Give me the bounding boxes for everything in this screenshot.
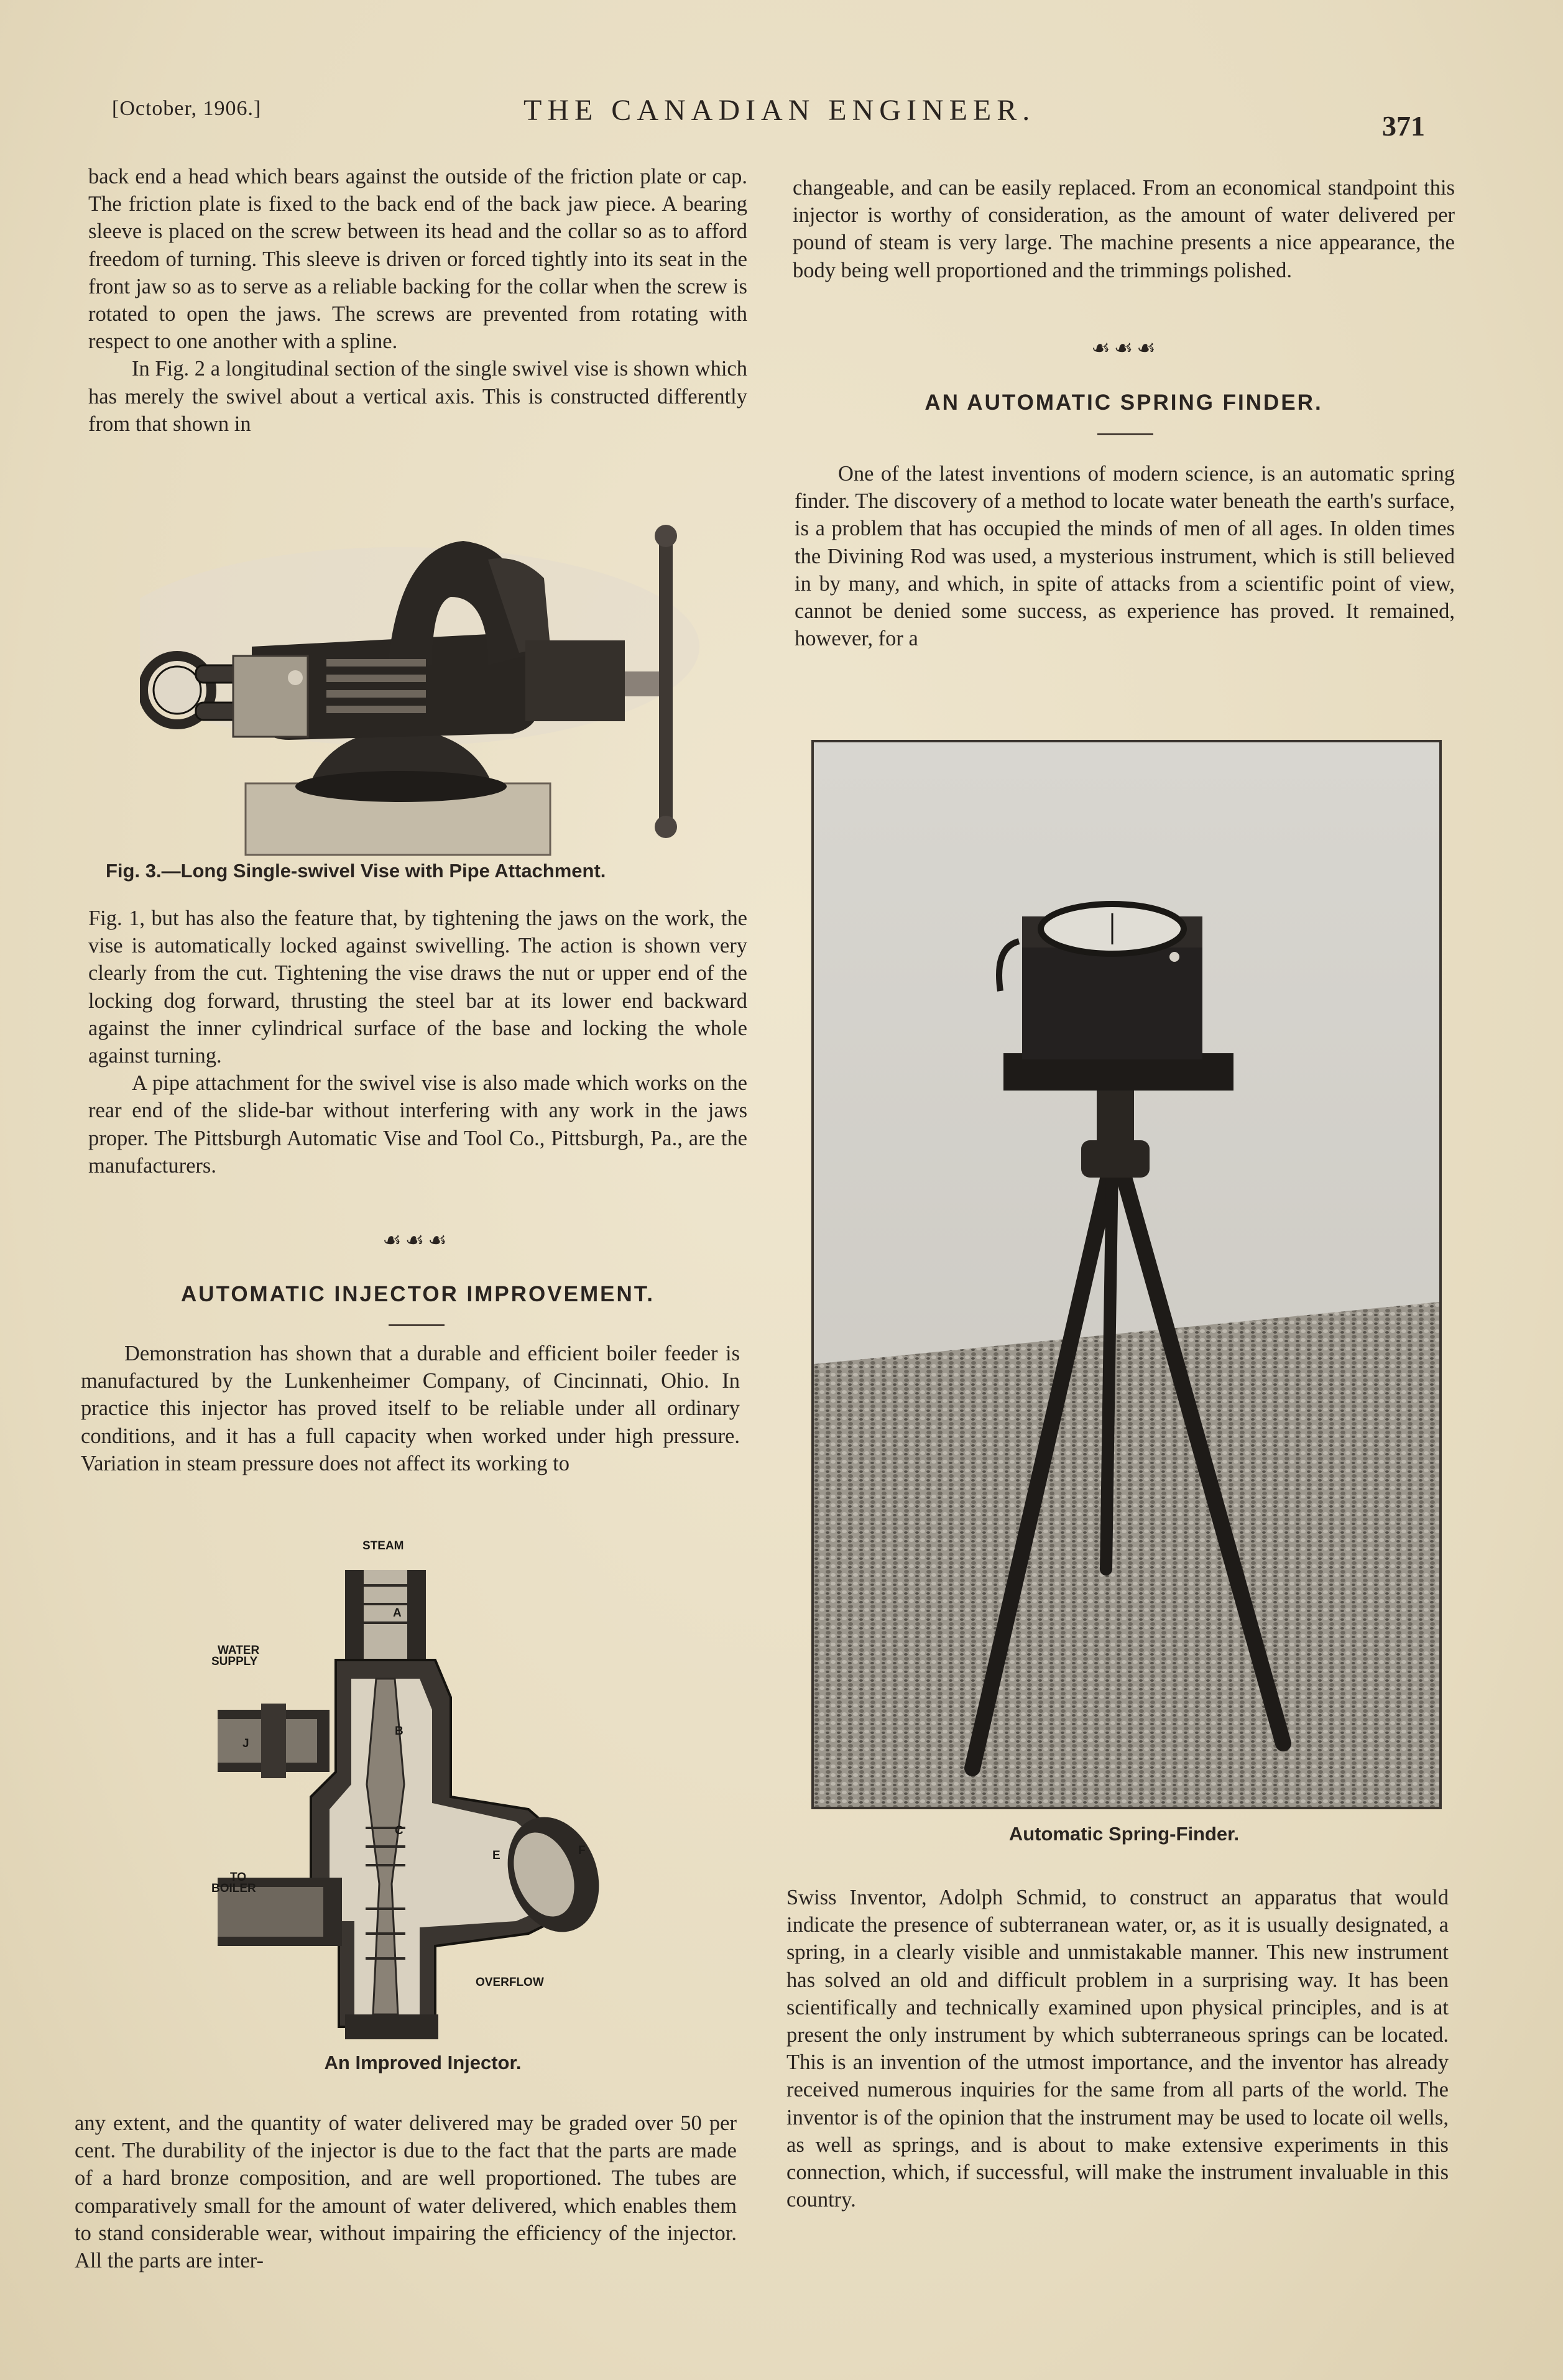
vise-figure-caption: Fig. 3.—Long Single-swivel Vise with Pipe Attachment. [106, 860, 606, 882]
page-number: 371 [1382, 110, 1425, 142]
label-part-c: C [395, 1824, 403, 1837]
label-water-supply-1: WATER [218, 1644, 260, 1657]
vise-illustration [140, 522, 699, 858]
left-column-middle [88, 905, 747, 1179]
injector-paragraph-3: changeable, and can be easily replaced. From an economical standpoint this injector is worthy of consideration, as the amount of water delivered per pound of steam is very large. The machine presents a nice appearance, the body being well proportioned and the trimmings polished. [793, 176, 1455, 282]
label-steam: STEAM [362, 1539, 404, 1552]
spring-finder-photo [811, 740, 1442, 1809]
left-column-bottom [75, 2110, 737, 2274]
label-part-a: A [393, 1607, 402, 1620]
section-ornament-left: ☙☙☙ [382, 1229, 451, 1252]
right-column-bottom [786, 1884, 1449, 2213]
header-date: [October, 1906.] [112, 97, 262, 120]
right-column-middle [795, 460, 1455, 652]
left-column-top [88, 163, 747, 438]
label-part-b: B [395, 1725, 403, 1738]
injector-section-heading: AUTOMATIC INJECTOR IMPROVEMENT. [181, 1282, 655, 1306]
label-part-j: J [242, 1737, 249, 1750]
label-water-supply-2: SUPPLY [211, 1655, 258, 1668]
injector-caption: An Improved Injector. [324, 2052, 522, 2073]
label-to-boiler-2: BOILER [211, 1882, 256, 1895]
right-column-top [793, 174, 1455, 284]
label-overflow: OVERFLOW [476, 1976, 544, 1989]
label-to-boiler-1: TO [230, 1871, 247, 1884]
injector-diagram [205, 1536, 640, 2046]
label-part-e: E [492, 1849, 500, 1862]
spring-paragraph-2: Swiss Inventor, Adolph Schmid, to construct an apparatus that would indicate the presence of subterranean water, or, as it is usually designated, a spring, in a clearly visible and unmistakable manner. This new instrument has solved an old and difficult problem in a surprising way. It has been scientifically and technically examined upon physical principles, and is at present the only instrument by which subterraneous springs can be located. This is an invention of the utmost importance, and the inventor has already received numerous inquiries for the same from all parts of the world. The inventor is of the opinion that the instrument may be used to locate oil wells, as well as springs, and is about to make extensive experiments in this connection, which, if successful, will make the instrument invaluable in this country. [786, 1886, 1449, 2212]
vise-paragraph-3: Fig. 1, but has also the feature that, by tightening the jaws on the work, the vise is automatically locked against swivelling. The action is shown very clearly from the cut. Tightening the vise draws the nut or upper end of the locking dog forward, thrusting the steel bar at its lower end backward against the inner cylindrical surface of the base and locking the whole against turning. [88, 906, 747, 1068]
injector-paragraph-1: Demonstration has shown that a durable and efficient boiler feeder is manufactured by the Lunkenheimer Company, of Cincinnati, Ohio. In practice this injector has proved itself to be reliable under all ordinary conditions, and it has a full capacity when worked under high pressure. Variation in steam pressure does not affect its working to [81, 1342, 740, 1475]
spring-paragraph-1: One of the latest inventions of modern science, is an automatic spring finder. The discovery of a method to locate water beneath the earth's surface, is a problem that has occupied the minds of men of all ages. In olden times the Divining Rod was used, a mysterious instrument, which is still believed in by many, and which, in spite of attacks from a scientific point of view, cannot be denied some success, as experience has proved. It remained, however, for a [795, 462, 1455, 651]
heading-rule-right [1097, 433, 1153, 435]
vise-paragraph-2: In Fig. 2 a longitudinal section of the single swivel vise is shown which has merely the swivel about a vertical axis. This is constructed differently from that shown in [88, 357, 747, 436]
spring-finder-caption: Automatic Spring-Finder. [1008, 1823, 1240, 1845]
label-part-f: F [578, 1844, 586, 1857]
left-column-injector-text [81, 1340, 740, 1477]
section-ornament-right: ☙☙☙ [1091, 337, 1160, 360]
vise-paragraph-1: back end a head which bears against the outside of the friction plate or cap. The friction plate is fixed to the back end of the back jaw piece. A bearing sleeve is placed on the screw between its head and the collar so as to afford freedom of turning. This sleeve is driven or forced tightly into its seat in the front jaw so as to serve as a reliable backing for the collar when the screw is rotated to open the jaws. The screws are prevented from rotating with respect to one another with a spline. [88, 165, 747, 354]
vise-paragraph-4: A pipe attachment for the swivel vise is also made which works on the rear end of the slide-bar without interfering with any work in the jaws proper. The Pittsburgh Automatic Vise and Tool Co., Pittsburgh, Pa., are the manufacturers. [88, 1071, 747, 1178]
spring-finder-heading: AN AUTOMATIC SPRING FINDER. [924, 390, 1323, 415]
journal-title: THE CANADIAN ENGINEER. [523, 94, 1036, 127]
heading-rule-left [389, 1324, 445, 1326]
injector-paragraph-2: any extent, and the quantity of water delivered may be graded over 50 per cent. The durability of the injector is due to the fact that the parts are made of a hard bronze composition, and are well proportioned. The tubes are comparatively small for the amount of water delivered, which enables them to stand considerable wear, without impairing the efficiency of the injector. All the parts are inter- [75, 2111, 737, 2273]
